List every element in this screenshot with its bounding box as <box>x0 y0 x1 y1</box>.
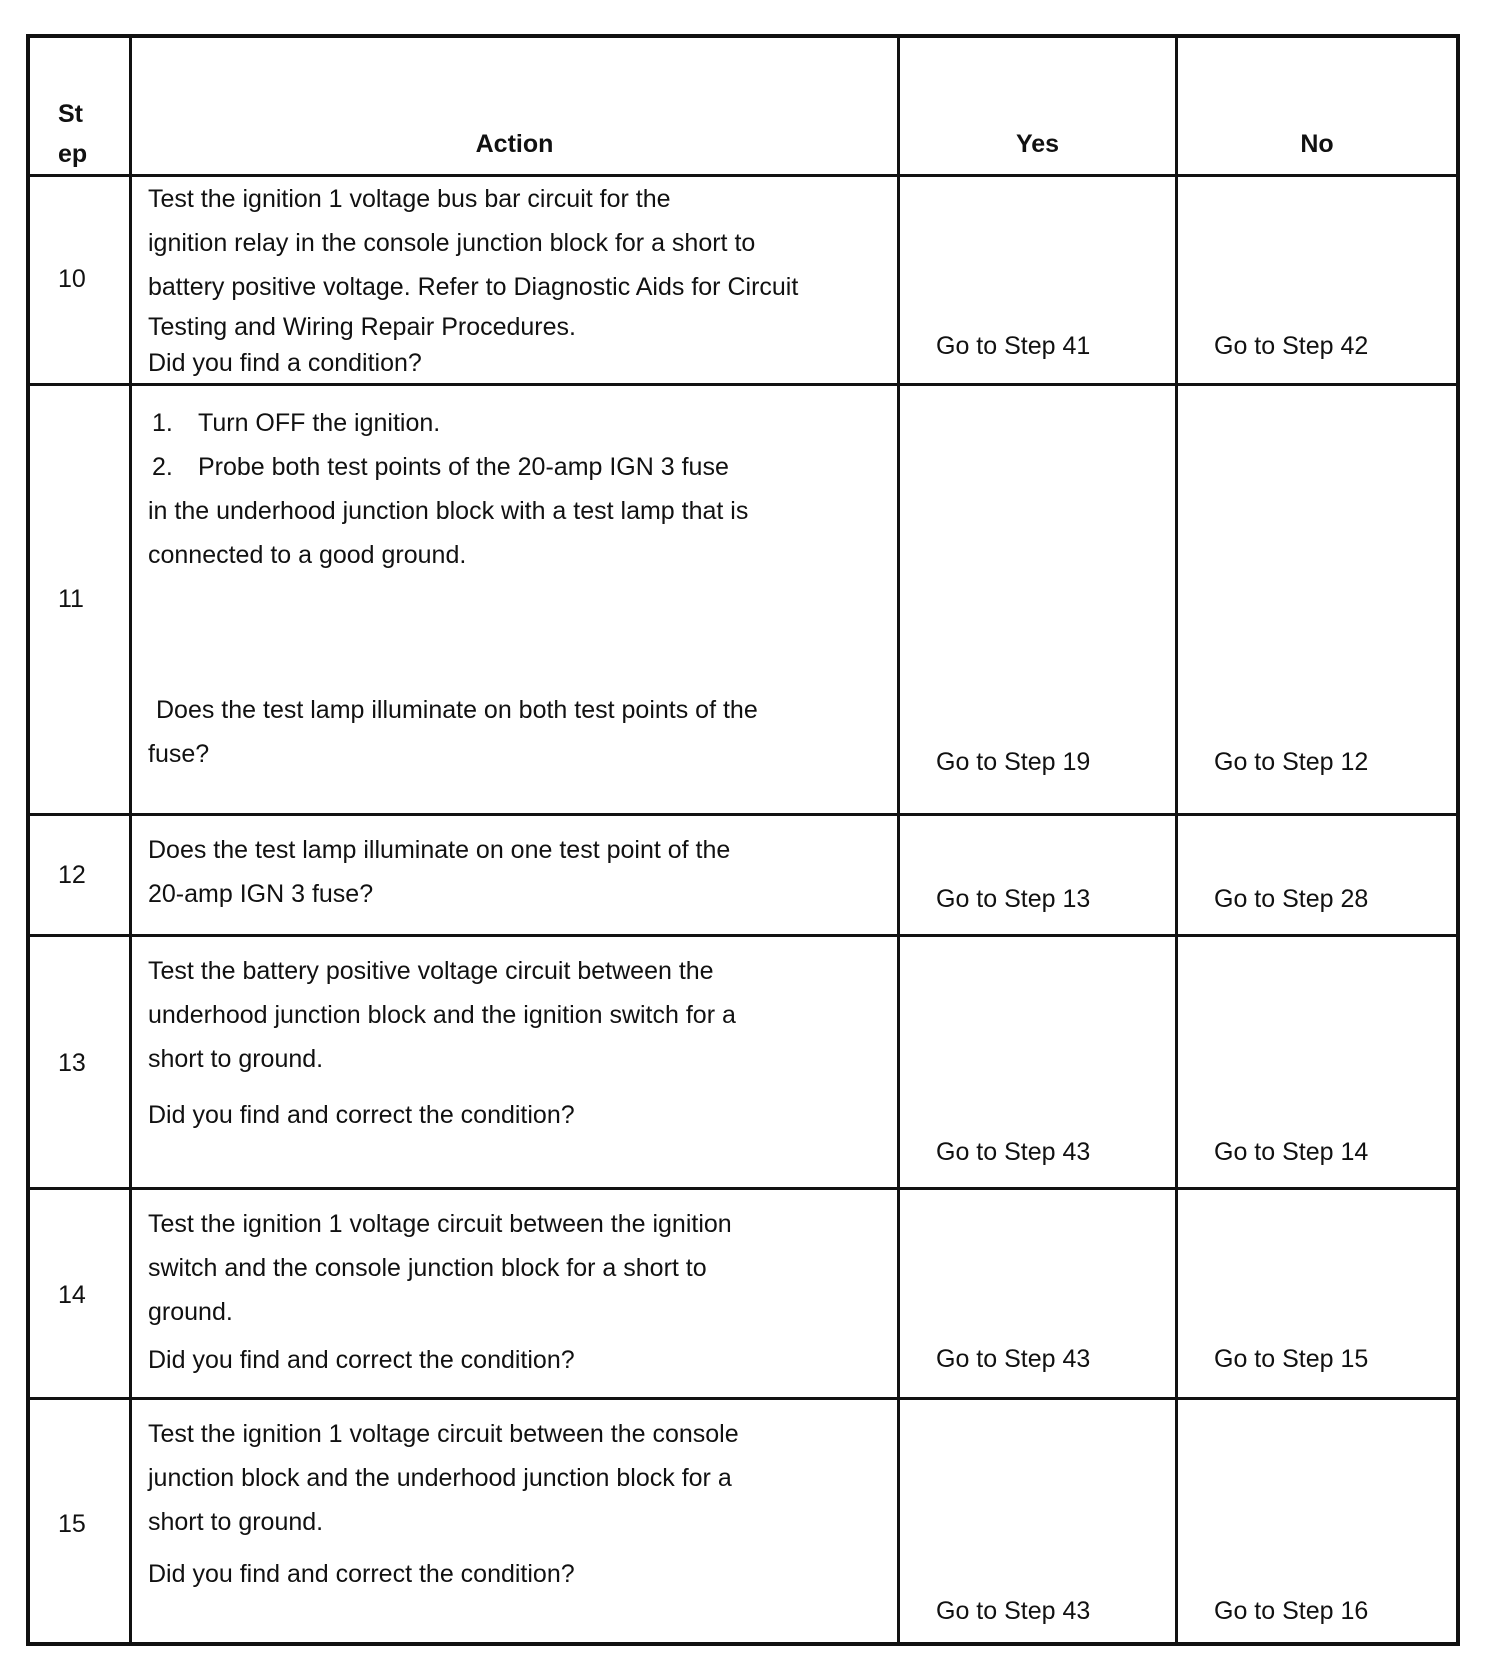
yes-link: Go to Step 43 <box>936 1597 1091 1625</box>
action-line: ignition relay in the console junction block for a short to <box>148 229 756 257</box>
header-action: Action <box>475 130 554 158</box>
header-row <box>30 38 1456 177</box>
action-cell <box>132 1400 900 1646</box>
action-line: Test the ignition 1 voltage circuit between the ignition <box>148 1210 732 1238</box>
action-line: Test the ignition 1 voltage circuit between the console <box>148 1420 739 1448</box>
header-yes-cell <box>900 38 1178 174</box>
action-cell <box>132 386 900 813</box>
action-line: connected to a good ground. <box>148 541 467 569</box>
action-line: short to ground. <box>148 1045 324 1073</box>
question-line: Does the test lamp illuminate on both test points of the <box>156 696 758 724</box>
step-number: 14 <box>58 1281 86 1309</box>
list-item: 2. Probe both test points of the 20-amp IGN 3 fuse <box>152 453 729 481</box>
question-line: Did you find and correct the condition? <box>148 1101 575 1129</box>
yes-link: Go to Step 41 <box>936 332 1091 360</box>
header-yes: Yes <box>1015 130 1060 158</box>
action-cell <box>132 177 900 383</box>
diagnostic-table <box>26 34 1460 1646</box>
table-row <box>30 1190 1456 1400</box>
header-step-cell <box>30 38 132 174</box>
question-line: fuse? <box>148 740 210 768</box>
yes-link: Go to Step 43 <box>936 1345 1091 1373</box>
action-line: Test the ignition 1 voltage bus bar circuit for the <box>148 185 671 213</box>
header-no-cell <box>1178 38 1456 174</box>
action-line: Test the battery positive voltage circuit between the <box>148 957 714 985</box>
yes-link: Go to Step 13 <box>936 885 1091 913</box>
list-item: 1. Turn OFF the ignition. <box>152 409 441 437</box>
header-action-cell <box>132 38 900 174</box>
step-number: 15 <box>58 1510 86 1538</box>
yes-link: Go to Step 43 <box>936 1138 1091 1166</box>
table-row <box>30 386 1456 816</box>
question-line: Did you find and correct the condition? <box>148 1560 575 1588</box>
no-link: Go to Step 14 <box>1214 1138 1369 1166</box>
header-no: No <box>1300 130 1334 158</box>
action-line: Does the test lamp illuminate on one test point of the <box>148 836 731 864</box>
action-line: junction block and the underhood junction block for a <box>148 1464 732 1492</box>
table-row <box>30 1400 1456 1646</box>
header-step: St ep <box>58 100 88 168</box>
action-line: Testing and Wiring Repair Procedures. <box>148 313 576 341</box>
step-number: 12 <box>58 861 86 889</box>
step-number: 13 <box>58 1049 86 1077</box>
action-line: ground. <box>148 1298 233 1326</box>
table-row <box>30 816 1456 937</box>
no-link: Go to Step 12 <box>1214 748 1369 776</box>
action-line: battery positive voltage. Refer to Diagnostic Aids for Circuit <box>148 273 799 301</box>
table-row <box>30 177 1456 386</box>
action-line: underhood junction block and the ignition switch for a <box>148 1001 736 1029</box>
step-number: 10 <box>58 265 86 293</box>
yes-link: Go to Step 19 <box>936 748 1091 776</box>
action-line: switch and the console junction block for a short to <box>148 1254 707 1282</box>
step-number: 11 <box>58 585 84 613</box>
no-link: Go to Step 28 <box>1214 885 1369 913</box>
action-line: short to ground. <box>148 1508 324 1536</box>
action-line: Did you find a condition? <box>148 349 422 377</box>
action-line: 20-amp IGN 3 fuse? <box>148 880 374 908</box>
no-link: Go to Step 15 <box>1214 1345 1369 1373</box>
table-row <box>30 937 1456 1190</box>
no-link: Go to Step 42 <box>1214 332 1369 360</box>
no-link: Go to Step 16 <box>1214 1597 1369 1625</box>
action-cell <box>132 816 900 934</box>
action-line: in the underhood junction block with a test lamp that is <box>148 497 749 525</box>
question-line: Did you find and correct the condition? <box>148 1346 575 1374</box>
action-cell <box>132 937 900 1187</box>
action-cell <box>132 1190 900 1397</box>
